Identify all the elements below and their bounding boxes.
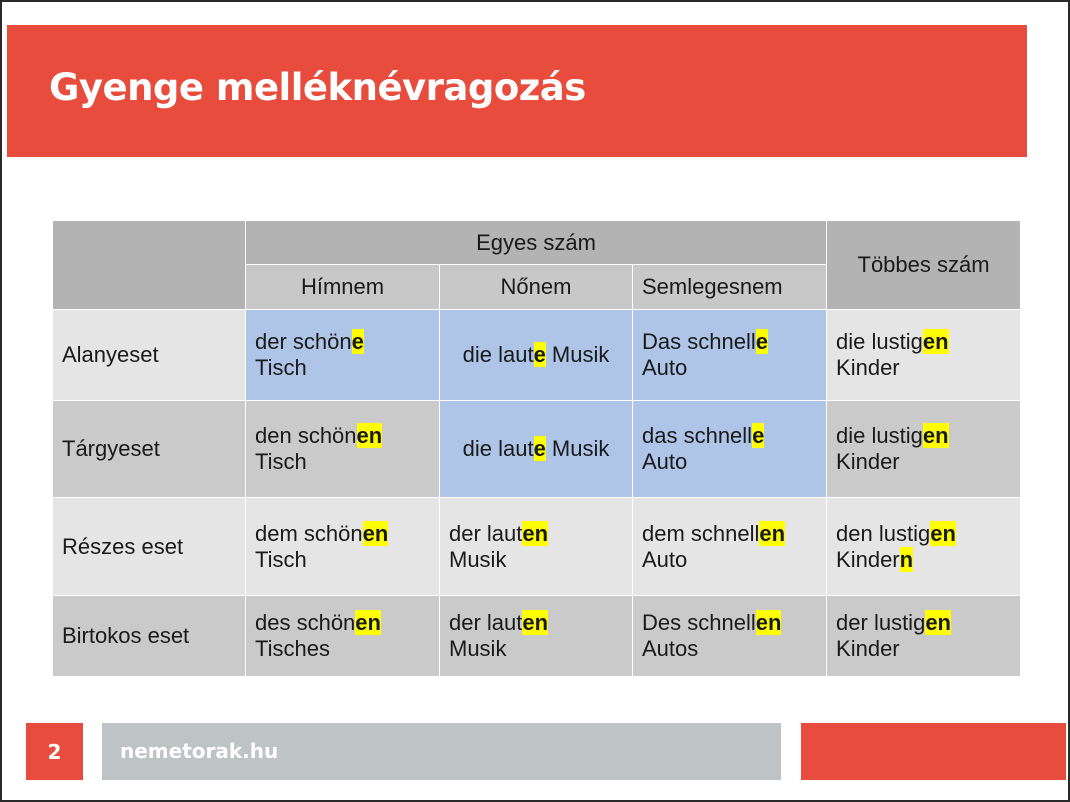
cell-text: der laut <box>449 520 523 546</box>
ending-highlight: e <box>351 329 364 354</box>
header-neuter: Semlegesnem <box>633 265 827 310</box>
cell-nominative-feminine <box>440 310 633 401</box>
cell-text-post: Musik <box>545 436 610 461</box>
slide-title: Gyenge melléknévragozás <box>49 66 586 109</box>
cell-text-line2: Tisch <box>255 449 307 474</box>
cell-dative-feminine <box>440 498 633 596</box>
cell-text-line2: Tisches <box>255 636 330 661</box>
cell-accusative-plural <box>827 401 1021 498</box>
cell-genitive-plural <box>827 596 1021 677</box>
cell-genitive-feminine <box>440 596 633 677</box>
cell-accusative-feminine <box>440 401 633 498</box>
cell-text: des schön <box>255 610 356 635</box>
ending-highlight: e <box>752 423 765 448</box>
ending-highlight: e <box>755 329 768 354</box>
row-label-genitive: Birtokos eset <box>53 596 246 677</box>
header-feminine: Nőnem <box>440 265 633 310</box>
cell-text: den lustig <box>836 520 931 546</box>
cell-text-line2: Kinder <box>836 449 900 474</box>
ending-highlight: en <box>925 610 951 635</box>
ending-highlight: en <box>922 329 949 354</box>
declension-table <box>52 220 1021 677</box>
cell-dative-masculine <box>246 498 440 596</box>
footer-bar <box>102 723 781 780</box>
row-label-nominative: Alanyeset <box>53 310 246 401</box>
footer-site-link[interactable]: nemetorak.hu <box>120 739 279 763</box>
ending-highlight-line2: n <box>899 546 914 572</box>
cell-text-line2: Musik <box>449 546 507 572</box>
ending-highlight: en <box>922 423 949 448</box>
page-number: 2 <box>26 723 83 780</box>
cell-text: den schön <box>255 423 357 448</box>
cell-text: der schön <box>255 329 352 354</box>
ending-highlight: en <box>355 610 381 635</box>
cell-genitive-neuter <box>633 596 827 677</box>
cell-text-line2: Musik <box>449 636 507 661</box>
cell-text-post: Musik <box>545 342 610 367</box>
cell-text: der lustig <box>836 610 926 635</box>
ending-highlight: en <box>759 520 786 546</box>
cell-text: die lustig <box>836 329 923 354</box>
ending-highlight: en <box>522 610 549 635</box>
cell-text-line2: Kinder <box>836 546 900 572</box>
cell-text: Das schnell <box>642 329 756 354</box>
cell-text: dem schnell <box>642 520 760 546</box>
cell-genitive-masculine <box>246 596 440 677</box>
header-corner <box>53 221 246 310</box>
cell-text-line2: Kinder <box>836 636 900 661</box>
cell-text: Des schnell <box>642 610 756 635</box>
header-plural: Többes szám <box>827 221 1021 310</box>
ending-highlight: en <box>356 423 383 448</box>
cell-accusative-masculine <box>246 401 440 498</box>
cell-text: die laut <box>462 342 534 367</box>
row-label-dative: Részes eset <box>53 498 246 596</box>
cell-text: dem schön <box>255 520 363 546</box>
cell-text-line2: Auto <box>642 546 688 572</box>
cell-dative-neuter <box>633 498 827 596</box>
ending-highlight: e <box>533 436 546 461</box>
cell-text-line2: Tisch <box>255 355 307 380</box>
cell-text: der laut <box>449 610 523 635</box>
cell-nominative-plural <box>827 310 1021 401</box>
cell-text: die laut <box>462 436 534 461</box>
ending-highlight: en <box>522 520 549 546</box>
ending-highlight: en <box>362 520 389 546</box>
cell-text-line2: Auto <box>642 449 688 474</box>
cell-text: das schnell <box>642 423 753 448</box>
footer-accent-bar <box>801 723 1066 780</box>
cell-text-line2: Auto <box>642 355 688 380</box>
header-singular: Egyes szám <box>246 221 827 265</box>
row-label-accusative: Tárgyeset <box>53 401 246 498</box>
ending-highlight: en <box>930 520 956 546</box>
cell-text: die lustig <box>836 423 923 448</box>
ending-highlight: en <box>755 610 782 635</box>
cell-text-line2: Autos <box>642 636 699 661</box>
cell-text-line2: Kinder <box>836 355 900 380</box>
cell-dative-plural <box>827 498 1021 596</box>
cell-nominative-neuter <box>633 310 827 401</box>
cell-text-line2: Tisch <box>255 546 307 572</box>
cell-accusative-neuter <box>633 401 827 498</box>
cell-nominative-masculine <box>246 310 440 401</box>
ending-highlight: e <box>533 342 546 367</box>
header-masculine: Hímnem <box>246 265 440 310</box>
